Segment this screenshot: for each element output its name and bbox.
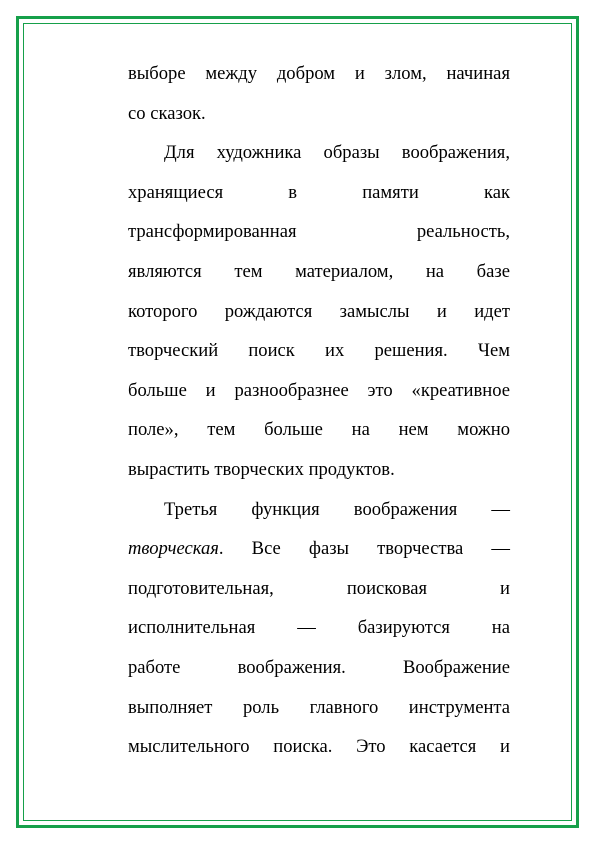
text-line: Третья функция воображения — — [164, 498, 510, 520]
text-line-mixed — [128, 529, 510, 569]
text-line: выборе между добром и злом, начиная — [128, 63, 510, 84]
text-line: исполнительная — базируются на — [128, 617, 510, 639]
text-line: являются тем материалом, на базе — [128, 260, 510, 282]
text-line: хранящиеся в памяти как — [128, 181, 510, 203]
text-line: со сказок. — [128, 102, 206, 124]
text-line: творческий поиск их решения. Чем — [128, 340, 510, 362]
text-line: работе воображения. Воображение — [128, 656, 510, 678]
italic-term: творческая — [128, 538, 219, 560]
text-line: которого рождаются замыслы и идет — [128, 300, 510, 322]
text-line: мыслительного поиска. Это касается и — [128, 736, 510, 758]
text-line: больше и разнообразнее это «креативное — [128, 379, 510, 401]
paragraph-3 — [128, 490, 510, 767]
paragraph-1 — [128, 54, 510, 133]
text-line: Для художника образы воображения, — [164, 142, 510, 164]
text-line: подготовительная, поисковая и — [128, 577, 510, 599]
text-line: выполняет роль главного инструмента — [128, 696, 510, 718]
text-fragment: . Все фазы творчества — — [218, 538, 510, 560]
text-line: вырастить творческих продуктов. — [128, 458, 395, 480]
text-line: трансформированная реальность, — [128, 221, 510, 243]
text-line: поле», тем больше на нем можно — [128, 419, 510, 441]
document-text — [128, 54, 510, 767]
paragraph-2 — [128, 133, 510, 489]
